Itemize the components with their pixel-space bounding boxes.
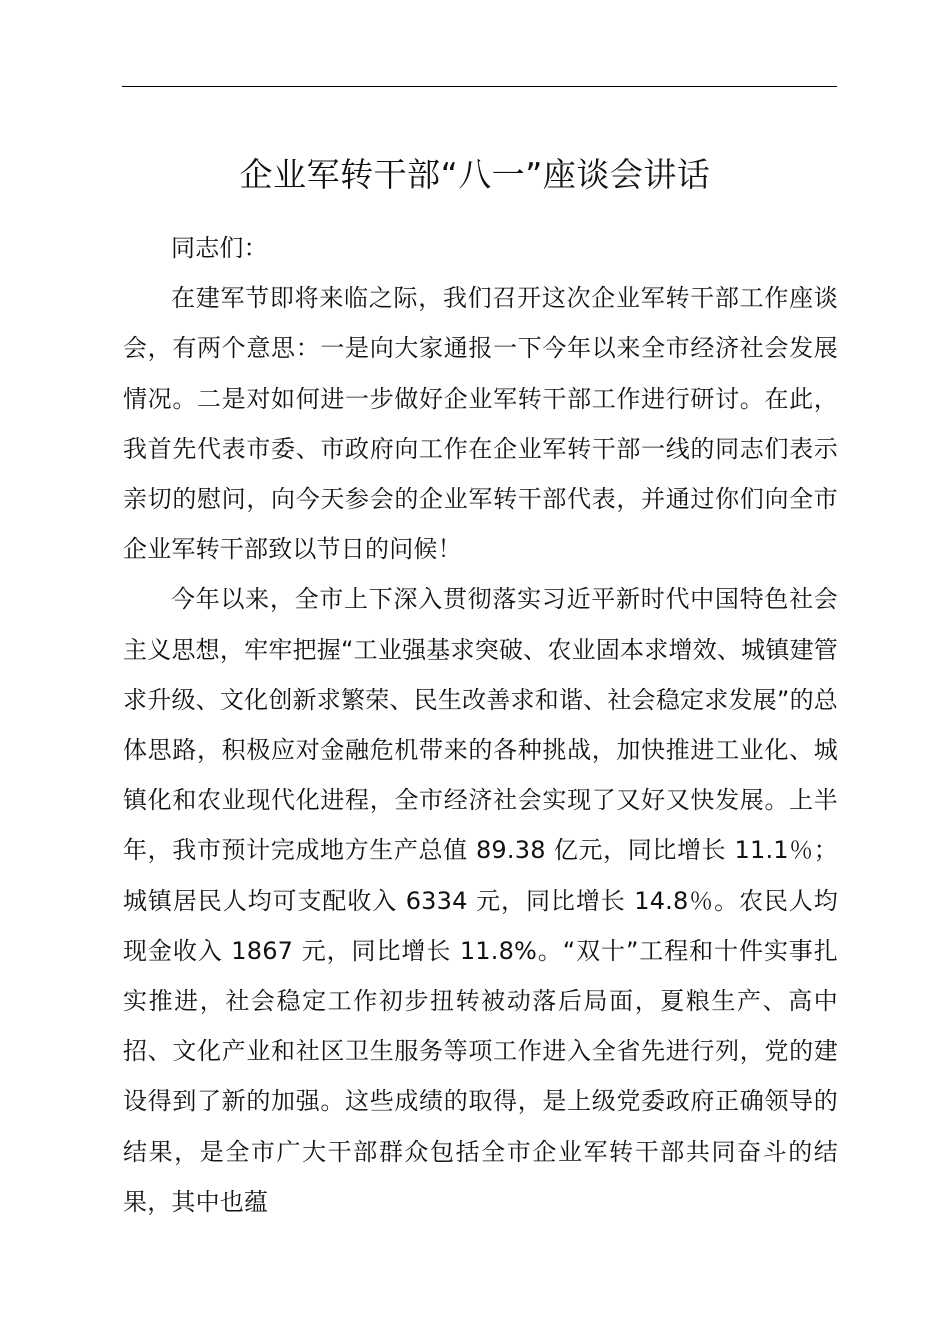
document-title: 企业军转干部“八一”座谈会讲话: [239, 155, 711, 194]
document-body: [123, 223, 838, 1227]
paragraph: 今年以来，全市上下深入贯彻落实习近平新时代中国特色社会主义思想，牢牢把握“工业强基求突破、农业固本求增效、城镇建管求升级、文化创新求繁荣、民生改善求和谐、社会稳定求发展”的总体思路，积极应对金融危机带来的各种挑战，加快推进工业化、城镇化和农业现代化进程，全市经济社会实现了又好又快发展。上半年，我市预计完成地方生产总值 89.38 亿元，同比增长 11.1％；城镇居民人均可支配收入 6334 元，同比增长 14.8％。农民人均现金收入 1867 元，同比增长 11.8%。“双十”工程和十件实事扎实推进，社会稳定工作初步扭转被动落后局面，夏粮生产、高中招、文化产业和社区卫生服务等项工作进入全省先进行列，党的建设得到了新的加强。这些成绩的取得，是上级党委政府正确领导的结果，是全市广大干部群众包括全市企业军转干部共同奋斗的结果，其中也蕴: [123, 585, 838, 1216]
paragraph: 在建军节即将来临之际，我们召开这次企业军转干部工作座谈会，有两个意思：一是向大家通报一下今年以来全市经济社会发展情况。二是对如何进一步做好企业军转干部工作进行研讨。在此，我首先代表市委、市政府向工作在企业军转干部一线的同志们表示亲切的慰问，向今天参会的企业军转干部代表，并通过你们向全市企业军转干部致以节日的问候！: [123, 284, 838, 564]
header-rule: [122, 86, 837, 87]
salutation: 同志们：: [171, 234, 268, 262]
